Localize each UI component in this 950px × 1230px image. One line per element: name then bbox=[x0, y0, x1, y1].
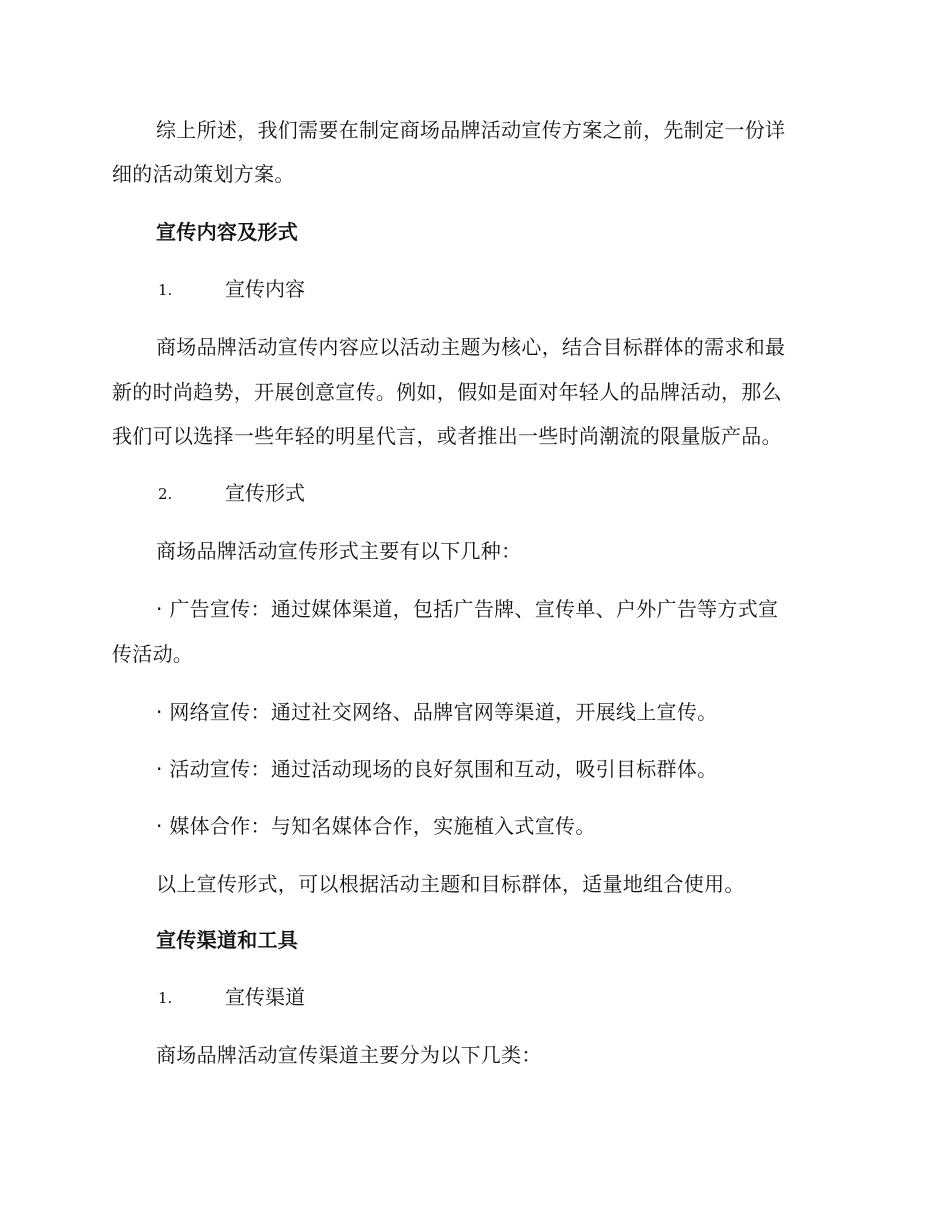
paragraph-summary-line2: 细的活动策划方案。 bbox=[112, 162, 295, 186]
paragraph-content-line2: 新的时尚趋势，开展创意宣传。例如，假如是面对年轻人的品牌活动，那么 bbox=[112, 380, 782, 404]
section-heading-channels-tools: 宣传渠道和工具 bbox=[156, 928, 299, 952]
paragraph-content-line1: 商场品牌活动宣传内容应以活动主题为核心，结合目标群体的需求和最 bbox=[156, 335, 786, 359]
list-item-label-content: 宣传内容 bbox=[225, 277, 305, 301]
list-number: 1. bbox=[158, 281, 173, 299]
bullet-ad-line2: 传活动。 bbox=[112, 642, 194, 666]
list-item-label-channels: 宣传渠道 bbox=[225, 985, 305, 1009]
bullet-online: · 网络宣传：通过社交网络、品牌官网等渠道，开展线上宣传。 bbox=[156, 700, 718, 724]
list-item-label-form: 宣传形式 bbox=[225, 481, 305, 505]
paragraph-channels-intro: 商场品牌活动宣传渠道主要分为以下几类： bbox=[156, 1043, 542, 1067]
bullet-event: · 活动宣传：通过活动现场的良好氛围和互动，吸引目标群体。 bbox=[156, 757, 718, 781]
paragraph-summary-line1: 综上所述，我们需要在制定商场品牌活动宣传方案之前，先制定一份详 bbox=[156, 118, 786, 142]
section-heading-content-form: 宣传内容及形式 bbox=[156, 220, 299, 244]
list-number: 2. bbox=[158, 485, 173, 503]
paragraph-form-summary: 以上宣传形式，可以根据活动主题和目标群体，适量地组合使用。 bbox=[156, 872, 745, 896]
list-number: 1. bbox=[158, 989, 173, 1007]
bullet-ad-line1: · 广告宣传：通过媒体渠道，包括广告牌、宣传单、户外广告等方式宣 bbox=[156, 597, 779, 621]
paragraph-content-line3: 我们可以选择一些年轻的明星代言，或者推出一些时尚潮流的限量版产品。 bbox=[112, 424, 782, 448]
paragraph-form-intro: 商场品牌活动宣传形式主要有以下几种： bbox=[156, 539, 522, 563]
bullet-media: · 媒体合作：与知名媒体合作，实施植入式宣传。 bbox=[156, 814, 596, 838]
